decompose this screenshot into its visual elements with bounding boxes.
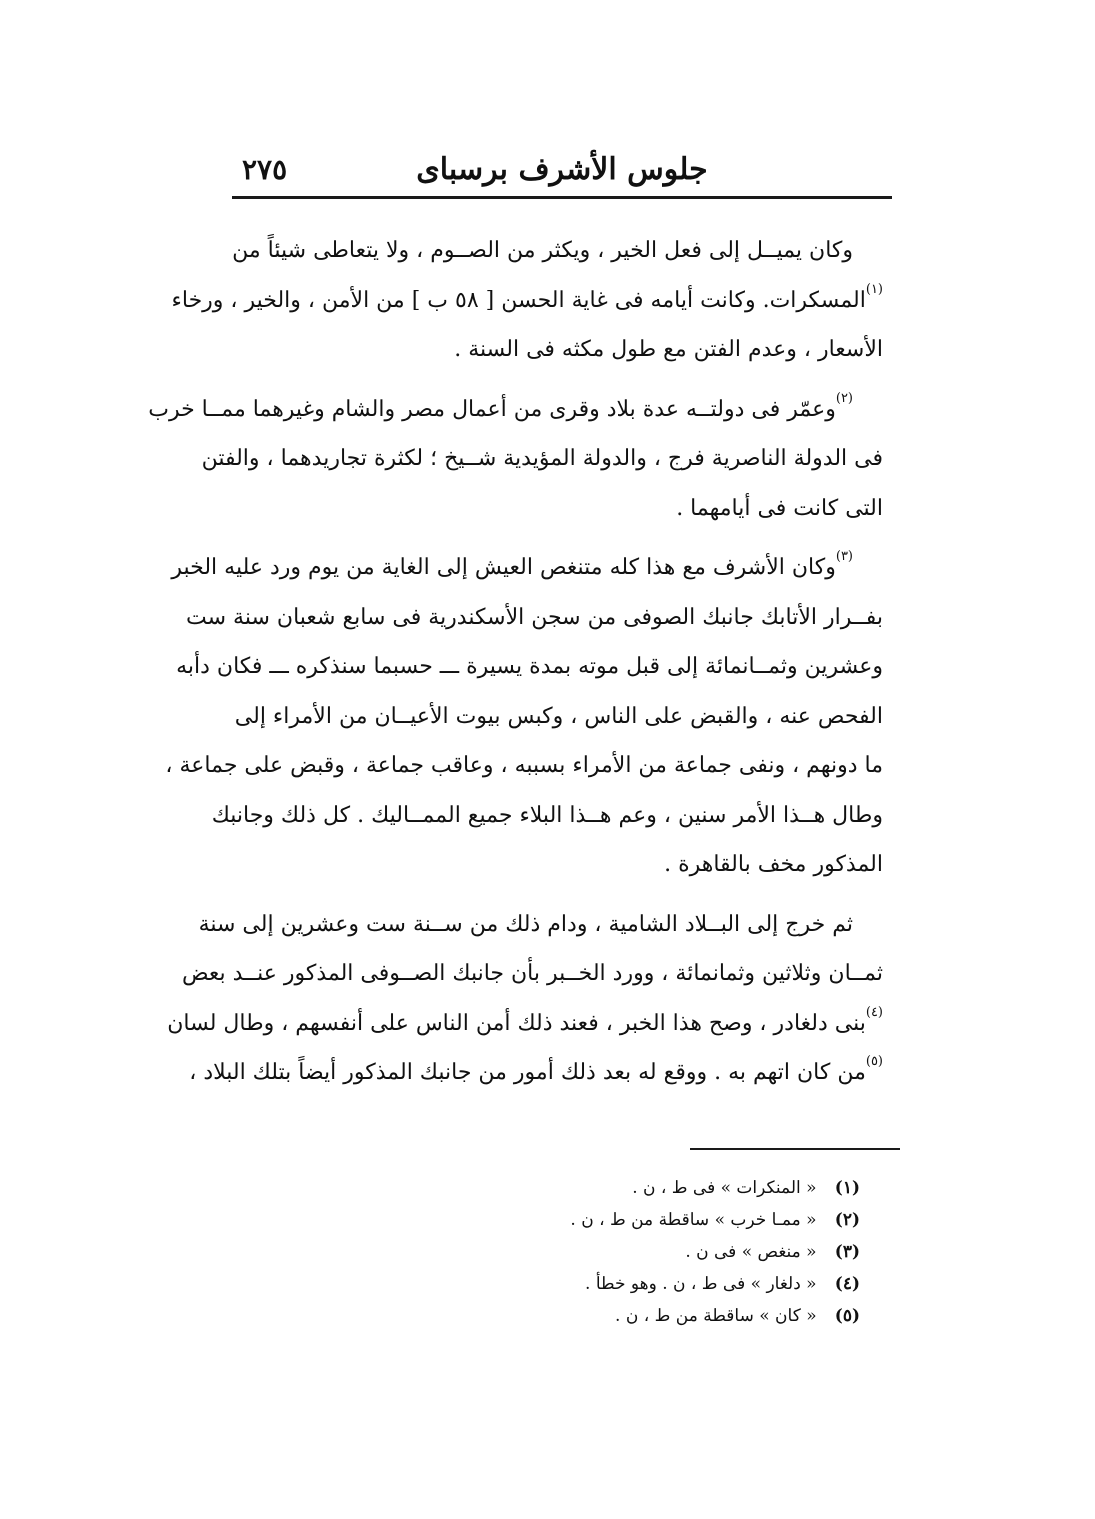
page-header xyxy=(232,148,892,192)
footnote-marker: (٥) xyxy=(865,1054,883,1069)
line-text: المسكرات. وكانت أيامه فى غاية الحسن [ ٥٨ ب ] من الأمن ، والخير ، ورخاء xyxy=(171,287,866,313)
text-line xyxy=(232,226,883,276)
text-line xyxy=(171,276,883,326)
line-text: الأسعار ، وعدم الفتن مع طول مكثه فى السنة . xyxy=(454,337,883,362)
text-line xyxy=(234,692,883,742)
footnote-text: « المنكرات » فى ط ، ن . xyxy=(632,1178,817,1198)
footnote-marker: (١) xyxy=(865,281,883,297)
footnote-text: « كان » ساقطة من ط ، ن . xyxy=(615,1306,817,1326)
footnote-number: (١) xyxy=(834,1178,860,1198)
footnote-marker: (٤) xyxy=(865,1004,883,1020)
footnote-text: « منغص » فى ن . xyxy=(685,1242,817,1262)
text-line xyxy=(186,593,883,643)
text-line xyxy=(243,325,883,375)
text-line xyxy=(211,791,883,841)
line-text: وكان الأشرف مع هذا كله متنغص العيش إلى الغاية من يوم ورد عليه الخبر xyxy=(171,555,836,580)
paragraph xyxy=(148,385,883,534)
text-line xyxy=(167,999,883,1049)
footnote-marker: (٢) xyxy=(835,390,853,406)
text-line xyxy=(189,1048,883,1098)
footnote-item xyxy=(520,1268,860,1300)
text-line xyxy=(243,484,883,534)
running-title: جلوس الأشرف برسباى xyxy=(416,152,708,187)
footnotes xyxy=(520,1172,860,1332)
text-line xyxy=(181,949,883,999)
line-text: ثم خرج إلى البــلاد الشامية ، ودام ذلك من ســنة ست وعشرين إلى سنة xyxy=(198,911,853,937)
footnote-number: (٤) xyxy=(834,1274,860,1294)
line-text: فى الدولة الناصرية فرج ، والدولة المؤيدية شــيخ ؛ لكثرة تجاريدهما ، والفتن xyxy=(201,446,883,471)
text-line xyxy=(198,900,883,950)
footnote-number: (٥) xyxy=(834,1306,860,1326)
text-line xyxy=(165,741,883,791)
footnote-item xyxy=(520,1236,860,1268)
line-text: التى كانت فى أيامهما . xyxy=(676,495,883,521)
footnote-marker: (٣) xyxy=(835,549,853,564)
footnote-number: (٢) xyxy=(834,1210,860,1230)
line-text: وطال هــذا الأمر سنين ، وعم هــذا البلاء جميع الممــاليك . كل ذلك وجانبك xyxy=(211,802,883,828)
footnote-rule xyxy=(690,1148,900,1150)
paragraph xyxy=(167,900,883,1098)
text-line xyxy=(171,543,883,593)
line-text: من كان اتهم به . ووقع له بعد ذلك أمور من جانبك المذكور أيضاً بتلك البلاد ، xyxy=(189,1060,866,1085)
footnote-item xyxy=(520,1204,860,1236)
text-line xyxy=(176,642,883,692)
footnote-number: (٣) xyxy=(834,1242,860,1262)
footnote-text: « دلغار » فى ط ، ن . وهو خطأ . xyxy=(585,1274,817,1294)
footnote-item xyxy=(520,1300,860,1332)
text-line xyxy=(201,434,883,484)
line-text: وكان يميــل إلى فعل الخير ، ويكثر من الصــوم ، ولا يتعاطى شيئاً من xyxy=(232,238,853,263)
page-number: ٢٧٥ xyxy=(242,153,288,186)
line-text: بنى دلغادر ، وصح هذا الخبر ، فعند ذلك أمن الناس على أنفسهم ، وطال لسان xyxy=(167,1010,866,1036)
paragraph xyxy=(171,226,883,375)
footnote-item xyxy=(520,1172,860,1204)
text-line xyxy=(243,840,883,890)
line-text: وعشرين وثمــانمائة إلى قبل موته بمدة يسيرة ـــ حسبما سنذكره ـــ فكان دأبه xyxy=(176,654,883,679)
paragraph xyxy=(165,543,883,890)
line-text: بفــرار الأتابك جانبك الصوفى من سجن الأسكندرية فى سابع شعبان سنة ست xyxy=(186,604,883,630)
text-line xyxy=(148,385,883,435)
line-text: ثمــان وثلاثين وثمانمائة ، وورد الخــبر بأن جانبك الصــوفى المذكور عنــد بعض xyxy=(181,961,883,986)
line-text: وعمّر فى دولتــه عدة بلاد وقرى من أعمال مصر والشام وغيرهما ممــا خرب xyxy=(148,396,836,422)
line-text: ما دونهم ، ونفى جماعة من الأمراء بسببه ، وعاقب جماعة ، وقبض على جماعة ، xyxy=(165,753,883,778)
line-text: الفحص عنه ، والقبض على الناس ، وكبس بيوت الأعيــان من الأمراء إلى xyxy=(234,703,883,729)
main-text xyxy=(148,226,883,1108)
header-rule xyxy=(232,196,892,199)
footnote-text: « ممـا خرب » ساقطة من ط ، ن . xyxy=(570,1210,817,1230)
line-text: المذكور مخف بالقاهرة . xyxy=(664,852,883,877)
